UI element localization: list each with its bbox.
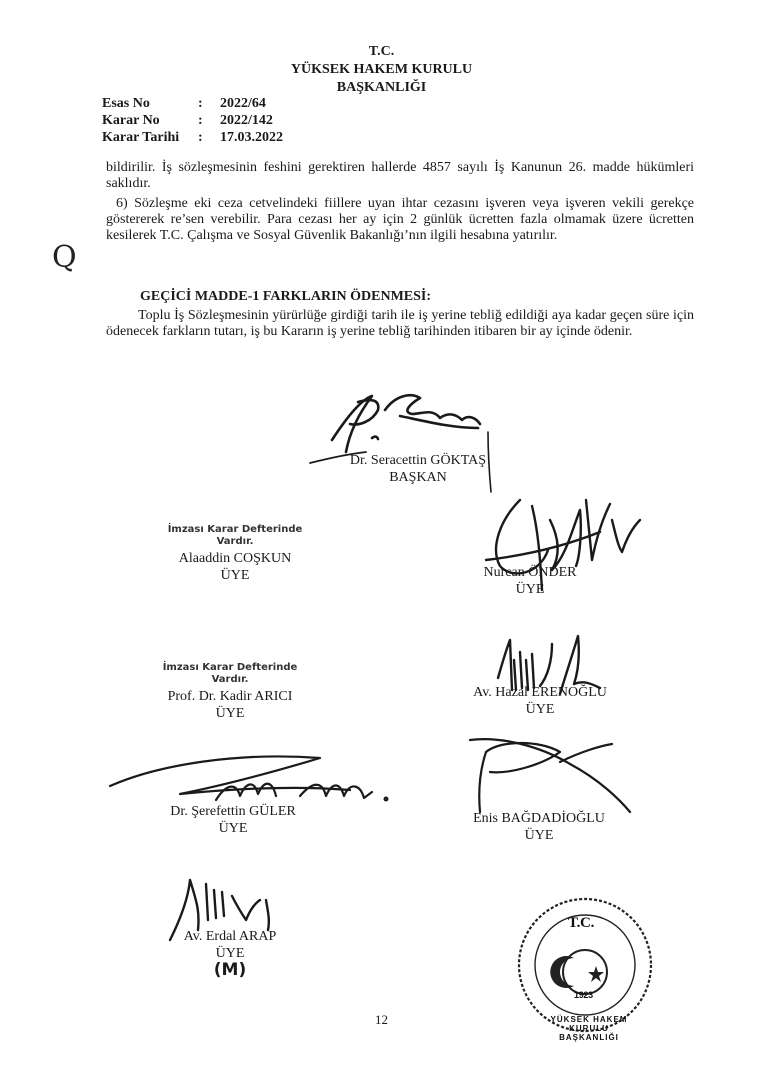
tarih-label: Karar Tarihi — [102, 130, 180, 145]
signatory-title: ÜYE — [524, 828, 554, 843]
in-register-stamp: İmzası Karar Defterinde Vardır. — [167, 524, 303, 547]
signatory-title: ÜYE — [215, 706, 245, 721]
signatory-name: Av. Hazal ERENOĞLU — [473, 685, 607, 700]
paragraph-2: 6) Sözleşme eki ceza cetvelindeki fiillere uyan ihtar cezasını işveren veya işveren vekili gerekçe göstererek re’sen verebilir. Para cezası her ay için 2 günlük ücretten fazla olmamak üzere ücretten kesilerek T.C. Çalışma ve Sosyal Güvenlik Bakanlığı’nın ilgili hesabına yatırılır. — [106, 196, 694, 243]
signatory-erenoglu — [455, 684, 625, 718]
page-number: 12 — [375, 1012, 388, 1027]
signatory-title: ÜYE — [515, 582, 545, 597]
guler-signature — [110, 756, 387, 800]
signatory-title: BAŞKAN — [389, 470, 447, 485]
signatory-title: ÜYE — [220, 568, 250, 583]
signatory-title: ÜYE — [525, 702, 555, 717]
signatory-name: Av. Erdal ARAP — [183, 929, 277, 944]
header-presidency: BAŞKANLIĞI — [336, 80, 427, 95]
seal-ring-text: YÜKSEK HAKEM KURULU BAŞKANLIĞI — [550, 1015, 628, 1042]
esas-label: Esas No — [102, 96, 150, 111]
esas-value: 2022/64 — [220, 96, 266, 111]
signatory-name: Alaaddin COŞKUN — [178, 551, 292, 566]
esas-colon: : — [198, 96, 203, 111]
seal-year: 1923 — [574, 990, 593, 1000]
paragraph-1: bildirilir. İş sözleşmesinin feshini gerektiren hallerde 4857 sayılı İş Kanunun 26. madde hükümleri saklıdır. — [106, 160, 694, 191]
paragraph-3: Toplu İş Sözleşmesinin yürürlüğe girdiği tarih ile iş yerine tebliğ edildiği aya kadar geçen süre için ödenecek farkların tutarı, iş bu Kararın iş yerine tebliğ tarihinden itibaren bir ay içinde ödenir. — [106, 308, 694, 339]
tarih-colon: : — [198, 130, 203, 145]
signatory-name: Enis BAĞDADİOĞLU — [473, 811, 605, 826]
gecici-madde-title: GEÇİCİ MADDE-1 FARKLARIN ÖDENMESİ: — [140, 289, 432, 304]
header-institution: YÜKSEK HAKEM KURULU — [290, 62, 473, 77]
signatory-arap — [160, 928, 300, 980]
signatory-name: Prof. Dr. Kadir ARICI — [167, 689, 293, 704]
header-tc: T.C. — [368, 44, 395, 59]
signatory-arici — [150, 662, 310, 722]
signatory-president — [328, 452, 508, 486]
handwritten-m-mark: (M) — [213, 960, 247, 980]
seal-top-text: T.C. — [568, 915, 595, 931]
karar-colon: : — [198, 113, 203, 128]
signatory-guler — [148, 803, 318, 837]
karar-value: 2022/142 — [220, 113, 273, 128]
signatory-name: Dr. Seracettin GÖKTAŞ — [349, 453, 487, 468]
karar-label: Karar No — [102, 113, 160, 128]
signatory-name: Dr. Şerefettin GÜLER — [170, 804, 296, 819]
tarih-value: 17.03.2022 — [220, 130, 283, 145]
signatory-onder — [460, 564, 600, 598]
margin-handwritten-mark: Q — [52, 240, 77, 275]
signatory-title: ÜYE — [218, 821, 248, 836]
in-register-stamp: İmzası Karar Defterinde Vardır. — [162, 662, 298, 685]
signatory-name: Nurcan ÖNDER — [483, 565, 577, 580]
signatory-title: ÜYE — [215, 946, 245, 961]
signatory-bagdadioglu — [454, 810, 624, 844]
bagdadioglu-signature — [470, 739, 630, 812]
signatory-coskun — [150, 524, 320, 584]
